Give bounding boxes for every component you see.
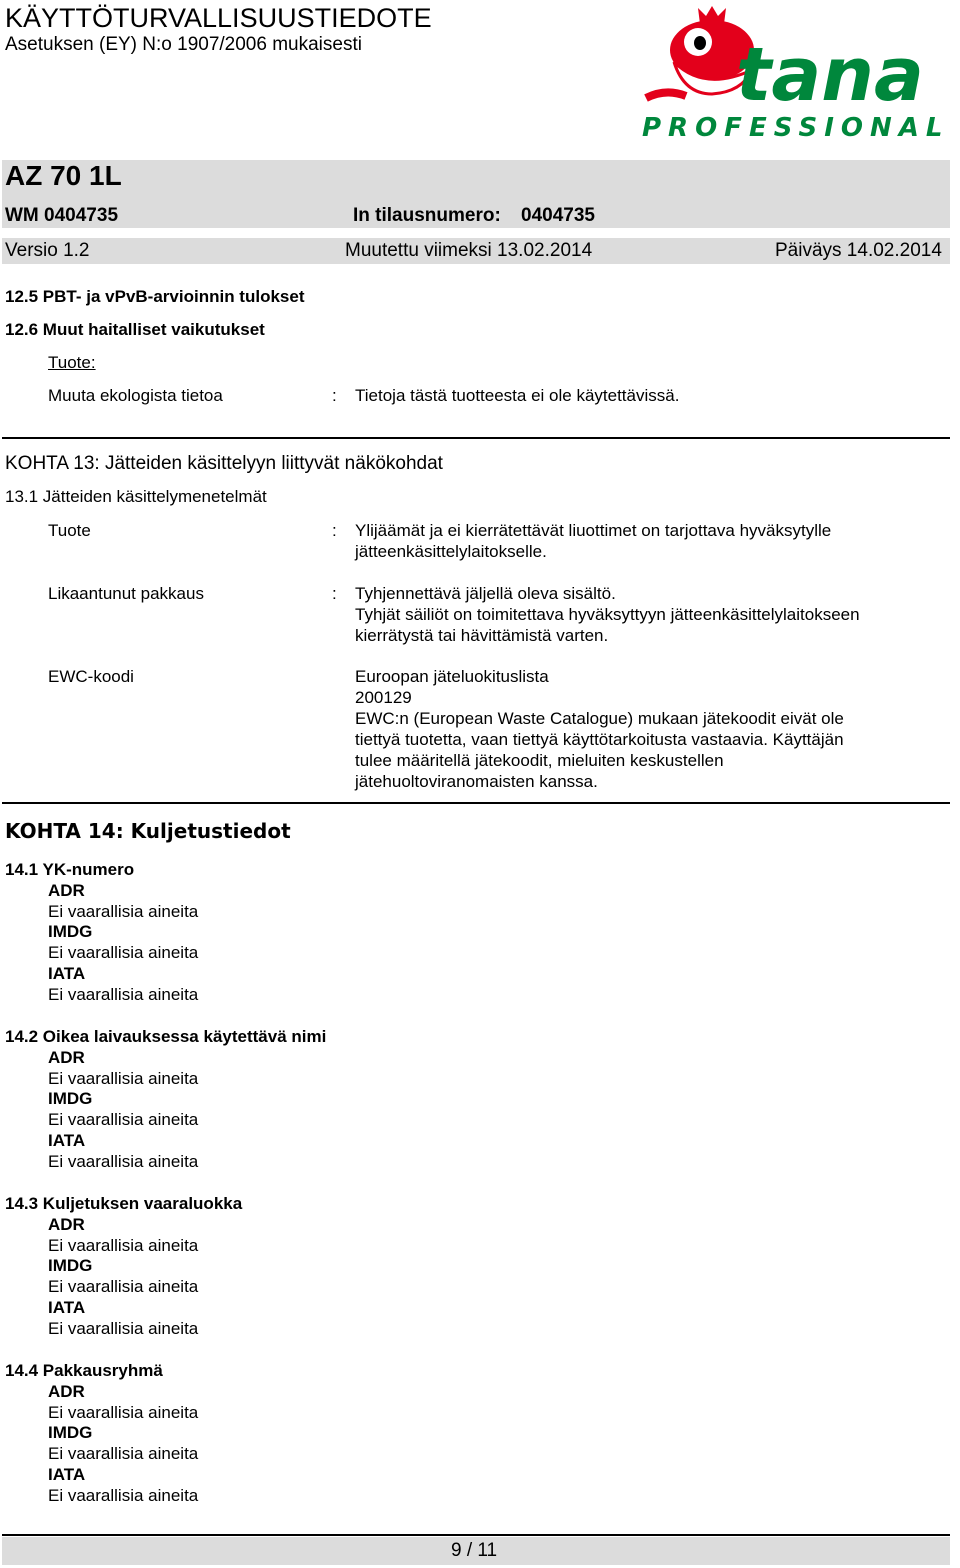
product-label: Tuote: <box>48 353 96 372</box>
transport-value: Ei vaarallisia aineita <box>48 984 199 1004</box>
transport-value: Ei vaarallisia aineita <box>48 1235 199 1255</box>
transport-subsection-heading: 14.4 Pakkausryhmä <box>5 1361 163 1380</box>
tuote-label: Tuote <box>48 521 91 540</box>
ewc-value-line: tiettyä tuotetta, vaan tiettyä käyttötarkoitusta vastaavia. Käyttäjän <box>355 730 844 749</box>
ewc-value-line: tulee määritellä jätekoodit, mieluiten keskustellen <box>355 751 724 770</box>
eco-info-label: Muuta ekologista tietoa <box>48 386 223 405</box>
transport-subsection-heading: 14.1 YK-numero <box>5 860 135 879</box>
regulation-subtitle: Asetuksen (EY) N:o 1907/2006 mukaisesti <box>5 34 362 55</box>
ewc-value-line: Euroopan jäteluokituslista <box>355 667 549 686</box>
transport-mode: ADR <box>48 1214 85 1234</box>
packaging-value-line: Tyhjät säiliöt on toimitettava hyväksyttyyn jätteenkäsittelylaitokseen <box>355 605 860 624</box>
transport-mode: IATA <box>48 1131 86 1150</box>
transport-mode: IATA <box>48 1465 86 1484</box>
transport-mode: IMDG <box>48 922 93 942</box>
wm-code: WM 0404735 <box>5 205 119 226</box>
transport-mode: IMDG <box>48 1423 93 1443</box>
transport-mode: IMDG <box>48 1256 93 1276</box>
section-14-title: KOHTA 14: Kuljetustiedot <box>5 819 291 843</box>
footer-divider <box>2 1534 950 1536</box>
transport-value: Ei vaarallisia aineita <box>48 901 199 921</box>
svg-text:PROFESSIONAL: PROFESSIONAL <box>642 113 950 140</box>
transport-mode: ADR <box>48 1381 85 1401</box>
transport-subsection-heading: 14.3 Kuljetuksen vaaraluokka <box>5 1194 243 1213</box>
packaging-value-line: Tyhjennettävä jäljellä oleva sisältö. <box>355 584 616 603</box>
heading-12-6: 12.6 Muut haitalliset vaikutukset <box>5 320 265 339</box>
ewc-value-line: 200129 <box>355 688 412 707</box>
packaging-value-line: kierrätystä tai hävittämistä varten. <box>355 626 609 645</box>
version: Versio 1.2 <box>5 240 90 261</box>
transport-mode: IMDG <box>48 1089 93 1109</box>
transport-mode: IATA <box>48 964 86 983</box>
order-number-label: In tilausnumero: <box>353 205 501 226</box>
ewc-value-line: jätehuoltoviranomaisten kanssa. <box>355 772 598 791</box>
product-name: AZ 70 1L <box>5 160 122 191</box>
transport-value: Ei vaarallisia aineita <box>48 1444 199 1464</box>
ewc-label: EWC-koodi <box>48 667 134 686</box>
transport-mode: ADR <box>48 1047 85 1067</box>
colon: : <box>332 584 337 603</box>
issue-date: Päiväys 14.02.2014 <box>775 240 942 261</box>
transport-value: Ei vaarallisia aineita <box>48 1068 199 1088</box>
section-divider <box>2 802 950 804</box>
transport-subsection-heading: 14.2 Oikea laivauksessa käytettävä nimi <box>5 1027 327 1046</box>
ewc-value-line: EWC:n (European Waste Catalogue) mukaan jätekoodit eivät ole <box>355 709 844 728</box>
svg-text:tana: tana <box>736 32 924 118</box>
transport-value: Ei vaarallisia aineita <box>48 1318 199 1338</box>
heading-12-5: 12.5 PBT- ja vPvB-arvioinnin tulokset <box>5 287 305 306</box>
transport-value: Ei vaarallisia aineita <box>48 1151 199 1171</box>
transport-value: Ei vaarallisia aineita <box>48 1277 199 1297</box>
transport-value: Ei vaarallisia aineita <box>48 1485 199 1505</box>
transport-value: Ei vaarallisia aineita <box>48 1402 199 1422</box>
modified-date: Muutettu viimeksi 13.02.2014 <box>345 240 593 261</box>
transport-mode: ADR <box>48 880 85 900</box>
heading-13-1: 13.1 Jätteiden käsittelymenetelmät <box>5 487 267 506</box>
transport-value: Ei vaarallisia aineita <box>48 1110 199 1130</box>
tana-professional-logo <box>638 2 950 140</box>
order-number: 0404735 <box>521 205 595 226</box>
eco-info-value: Tietoja tästä tuotteesta ei ole käytettävissä. <box>355 386 680 405</box>
section-13-title: KOHTA 13: Jätteiden käsittelyyn liittyvät näkökohdat <box>5 453 443 474</box>
colon: : <box>332 386 337 405</box>
transport-value: Ei vaarallisia aineita <box>48 943 199 963</box>
packaging-label: Likaantunut pakkaus <box>48 584 204 603</box>
section-divider <box>2 437 950 439</box>
document-title: KÄYTTÖTURVALLISUUSTIEDOTE <box>5 3 432 33</box>
tuote-value-line: Ylijäämät ja ei kierrätettävät liuottimet on tarjottava hyväksytylle <box>355 521 832 540</box>
colon: : <box>332 521 337 540</box>
transport-mode: IATA <box>48 1298 86 1317</box>
tuote-value-line: jätteenkäsittelylaitokselle. <box>355 542 547 561</box>
page-number: 9 / 11 <box>451 1540 498 1561</box>
